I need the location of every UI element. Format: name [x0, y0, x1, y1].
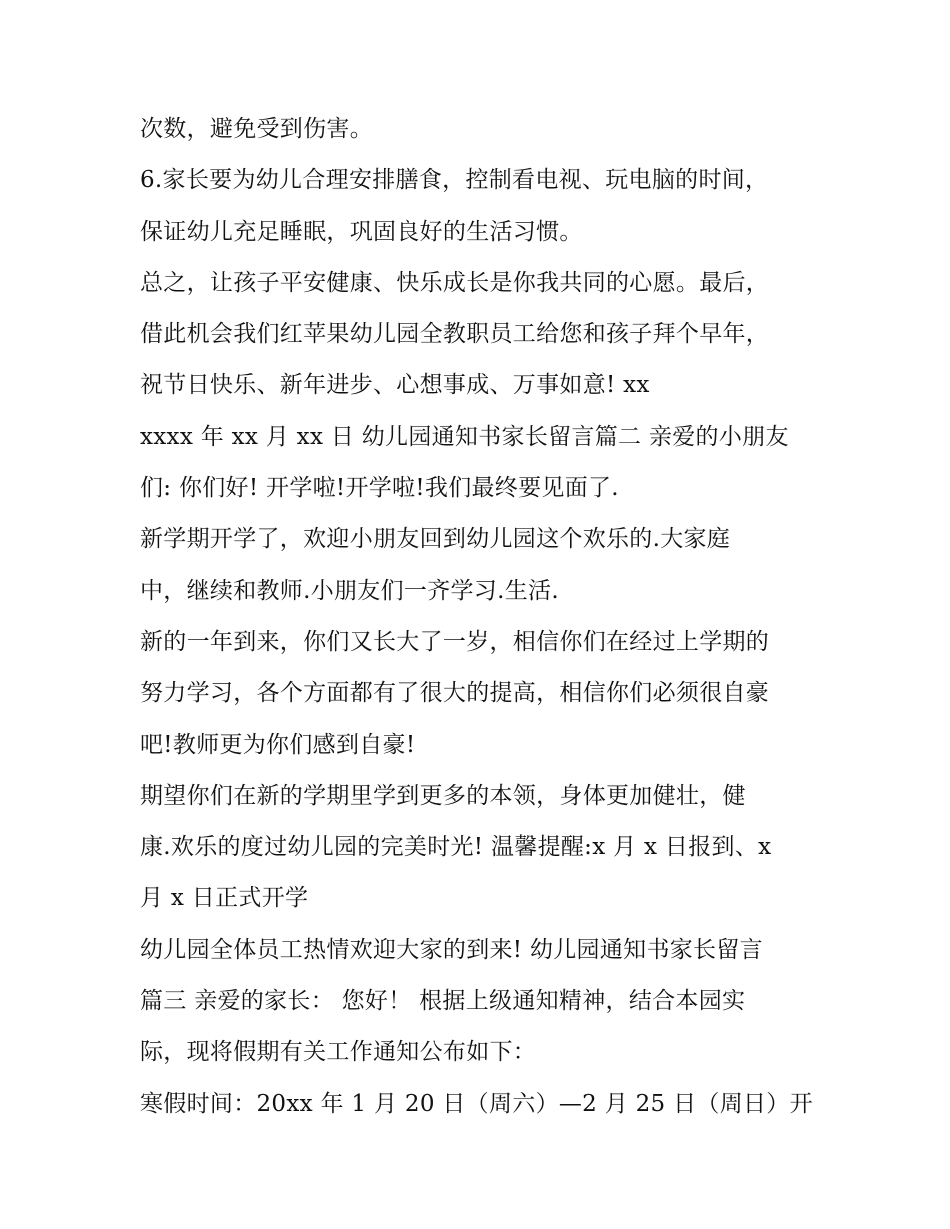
text-line: 新的一年到来，你们又长大了一岁，相信你们在经过上学期的	[140, 628, 770, 655]
text-line: 新学期开学了，欢迎小朋友回到幼儿园这个欢乐的.大家庭	[140, 526, 731, 553]
text-line: 借此机会我们红苹果幼儿园全教职员工给您和孩子拜个早年，	[140, 321, 770, 348]
text-line: 篇三 亲爱的家长： 您好！ 根据上级通知精神，结合本园实	[140, 988, 746, 1015]
text-line: xxxx 年 xx 月 xx 日 幼儿园通知书家长留言篇二 亲爱的小朋友	[140, 423, 789, 450]
text-line: 吧!教师更为你们感到自豪!	[140, 731, 416, 758]
text-line: 月 x 日正式开学	[140, 885, 309, 912]
text-line: 际，现将假期有关工作通知公布如下：	[140, 1039, 537, 1066]
text-line: 期望你们在新的学期里学到更多的本领，身体更加健壮，健	[140, 782, 746, 809]
text-line: 保证幼儿充足睡眠，巩固良好的生活习惯。	[140, 218, 583, 245]
text-line: 康.欢乐的度过幼儿园的完美时光! 温馨提醒:x 月 x 日报到、x	[140, 834, 772, 861]
text-line: 寒假时间：20xx 年 1 月 20 日（周六）—2 月 25 日（周日）开	[140, 1090, 813, 1117]
document-body	[140, 104, 820, 1130]
text-line: 们: 你们好! 开学啦!开学啦!我们最终要见面了.	[140, 475, 619, 502]
text-line: 中，继续和教师.小朋友们一齐学习.生活.	[140, 577, 559, 604]
text-line: 努力学习，各个方面都有了很大的提高，相信你们必须很自豪	[140, 680, 770, 707]
text-line: 幼儿园全体员工热情欢迎大家的到来! 幼儿园通知书家长留言	[140, 936, 763, 963]
text-line: 次数，避免受到伤害。	[140, 116, 373, 142]
text-line: 祝节日快乐、新年进步、心想事成、万事如意! xx	[140, 372, 650, 399]
text-line: 总之，让孩子平安健康、快乐成长是你我共同的心愿。最后，	[140, 269, 770, 296]
text-line: 6.家长要为幼儿合理安排膳食，控制看电视、玩电脑的时间，	[140, 167, 769, 194]
